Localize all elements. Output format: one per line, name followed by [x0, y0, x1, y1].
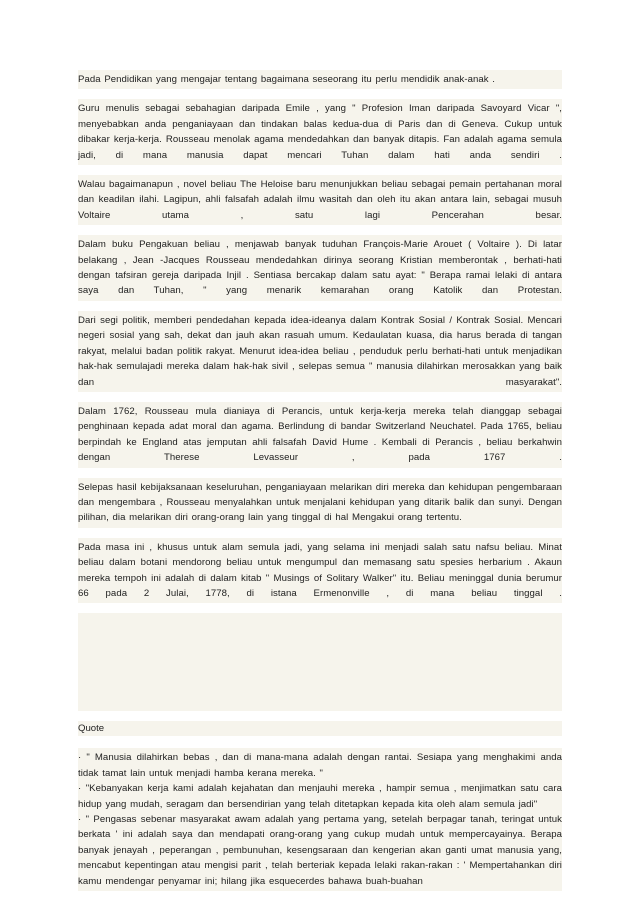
paragraph-5: Dari segi politik, memberi pendedahan kepada idea-ideanya dalam Kontrak Sosial / Kontrak Sosial. Mencari negeri sosial yang sah, dekat dan jauh akan rasuah umum. Kedaulatan kuasa, dia harus berada di tangan rakyat, melalui badan politik rakyat. Menurut idea-idea beliau , penduduk perlu berhati-hati untuk menjadikan hak-hak semulajadi mereka dalam hak-hak sivil , selepas semua " manusia dilahirkan merosakkan yang baik dan masyarakat".	[78, 311, 562, 392]
quote-item-1: · " Manusia dilahirkan bebas , dan di mana-mana adalah dengan rantai. Sesiapa yang menghakimi anda tidak tamat lain untuk menjadi hamba kerana mereka. "	[78, 752, 562, 779]
paragraph-2: Guru menulis sebagai sebahagian daripada Emile , yang " Profesion Iman daripada Savoyard Vicar ", menyebabkan anda penganiayaan dan tindakan balas kedua-dua di Paris dan di Geneva. Cukup untuk dibakar kerja-kerja. Rousseau menolak agama mendedahkan dan banyak ditapis. Fan adalah agama semula jadi, di mana manusia dapat mencari Tuhan dalam hati anda sendiri .	[78, 99, 562, 165]
paragraph-6: Dalam 1762, Rousseau mula dianiaya di Perancis, untuk kerja-kerja mereka telah dianggap sebagai penghinaan kepada adat moral dan agama. Berlindung di bandar Switzerland Neuchatel. Pada 1765, beliau berpindah ke England atas jemputan ahli falsafah David Hume . Kembali di Perancis , beliau berkahwin dengan Therese Levasseur , pada 1767 .	[78, 402, 562, 468]
paragraph-1: Pada Pendidikan yang mengajar tentang bagaimana seseorang itu perlu mendidik anak-anak .	[78, 70, 562, 89]
quote-item-3: · " Pengasas sebenar masyarakat awam adalah yang pertama yang, setelah berpagar tanah, teringat untuk berkata ' ini adalah saya dan mendapati orang-orang yang cukup mudah untuk mempercayainya. Berapa banyak jenayah , peperangan , pembunuhan, kesengsaraan dan kengerian akan ganti umat manusia yang, mencabut kepentingan atau mengisi parit , telah berteriak kepada lelaki rakan-rakan : ' Mempertahankan diri kamu mendengar penyamar ini; hilang jika esquecerdes bahawa buah-buahan	[78, 814, 562, 887]
blank-area	[78, 613, 562, 711]
paragraph-4: Dalam buku Pengakuan beliau , menjawab banyak tuduhan François-Marie Arouet ( Voltaire ). Di latar belakang , Jean -Jacques Rousseau mendedahkan dirinya seorang Kristian memberontak , berhati-hati dengan tafsiran gereja daripada Injil . Sentiasa bercakap dalam satu ayat: " Berapa ramai lelaki di antara saya dan Tuhan, " yang menarik kemarahan orang Katolik dan Protestan.	[78, 235, 562, 301]
quote-item-2: · "Kebanyakan kerja kami adalah kejahatan dan menjauhi mereka , hampir semua , menjimatkan satu cara hidup yang mudah, seragam dan bersendirian yang telah ditetapkan kepada kita oleh alam semula jadi"	[78, 783, 562, 810]
quote-heading: Quote	[78, 721, 562, 736]
document-body	[78, 70, 562, 891]
paragraph-8: Pada masa ini , khusus untuk alam semula jadi, yang selama ini menjadi salah satu nafsu beliau. Minat beliau dalam botani mendorong beliau untuk mengumpul dan memasang satu spesies herbarium . Akaun mereka tempoh ini adalah di dalam kitab " Musings of Solitary Walker" itu. Beliau meninggal dunia berumur 66 pada 2 Julai, 1778, di istana Ermenonville , di mana beliau tinggal .	[78, 538, 562, 604]
quote-list	[78, 748, 562, 891]
paragraph-7: Selepas hasil kebijaksanaan keseluruhan, penganiayaan melarikan diri mereka dan kehidupan pengembaraan dan mengembara , Rousseau menyalahkan untuk menjalani kehidupan yang ditarik balik dan sunyi. Dengan pilihan, dia melarikan diri orang-orang lain yang tinggal di hal Mengakui orang tertentu.	[78, 478, 562, 528]
paragraph-3: Walau bagaimanapun , novel beliau The Heloise baru menunjukkan beliau sebagai pemain pertahanan moral dan keadilan ilahi. Lagipun, ahli falsafah adalah ilmu wasitah dan oleh itu akan antara lain, sebagai musuh Voltaire utama , satu lagi Pencerahan besar.	[78, 175, 562, 225]
